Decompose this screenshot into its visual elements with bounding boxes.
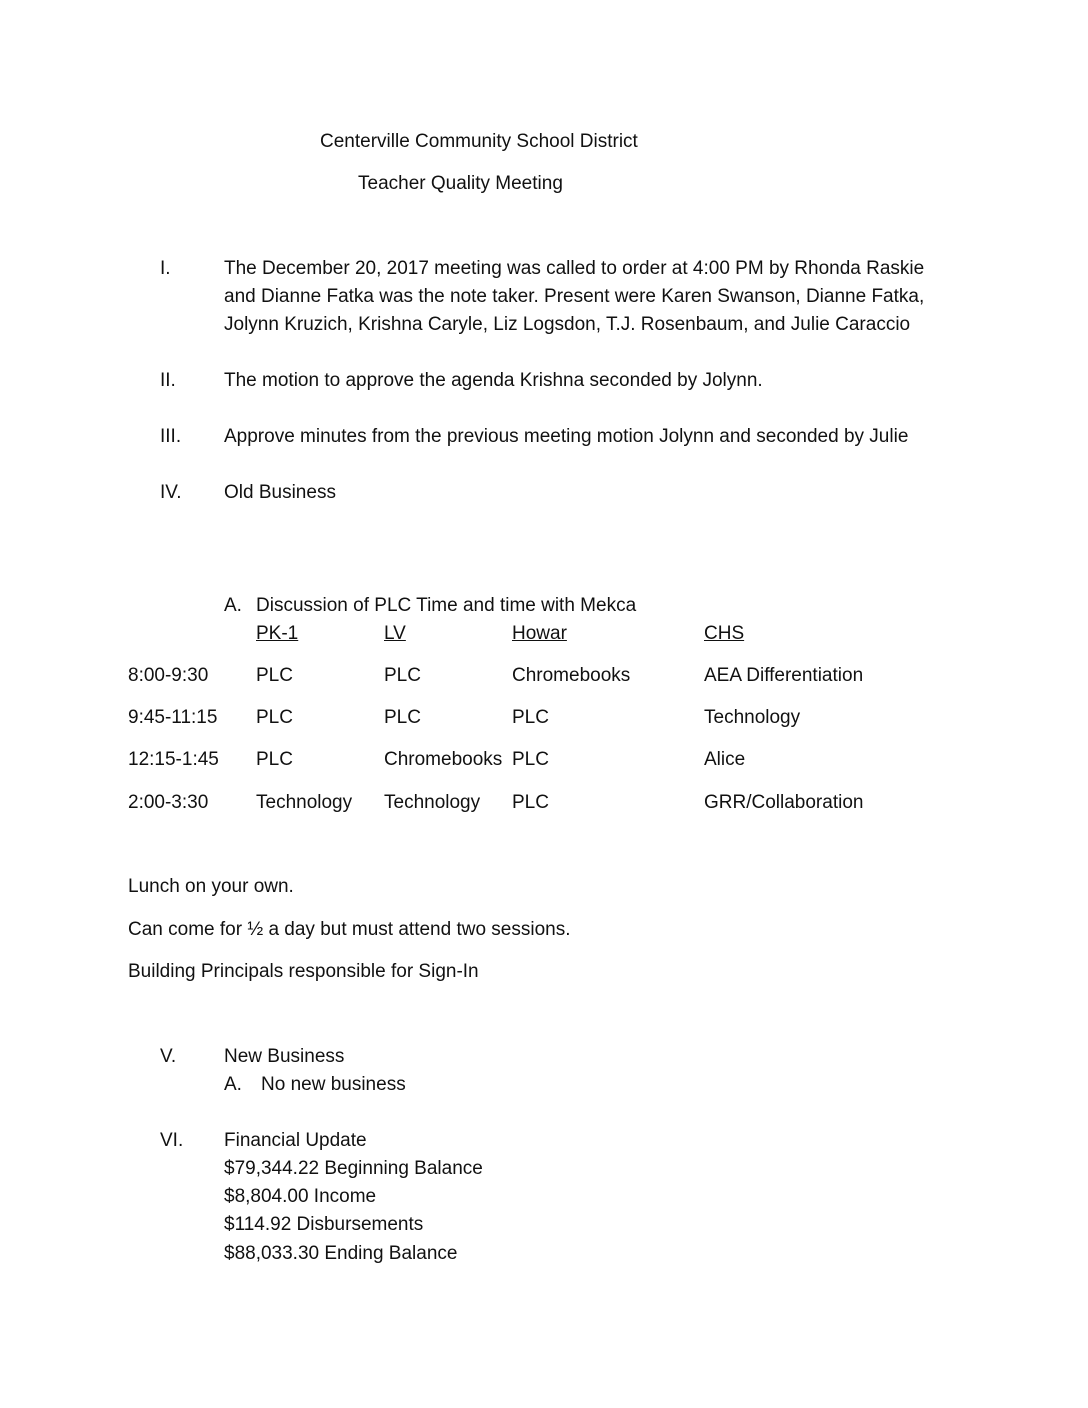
new-business-sub-label: A. bbox=[224, 1074, 242, 1095]
schedule-cell: PLC bbox=[512, 707, 549, 728]
schedule-header-chs: CHS bbox=[704, 623, 745, 644]
schedule-header-howar: Howar bbox=[512, 623, 567, 644]
item-1-line-1: The December 20, 2017 meeting was called to order at 4:00 PM by Rhonda Raskie bbox=[224, 258, 925, 279]
item-1-numeral: I. bbox=[160, 258, 171, 279]
item-4-numeral: IV. bbox=[160, 482, 182, 503]
schedule-cell: Technology bbox=[256, 792, 353, 813]
schedule-time: 2:00-3:30 bbox=[128, 792, 209, 813]
financial-disbursements: $114.92 Disbursements bbox=[224, 1214, 424, 1235]
schedule-cell: Technology bbox=[384, 792, 481, 813]
schedule-cell: PLC bbox=[512, 749, 549, 770]
schedule-cell: PLC bbox=[512, 792, 549, 813]
schedule-cell: PLC bbox=[256, 665, 293, 686]
schedule-cell: PLC bbox=[384, 665, 421, 686]
schedule-cell: Chromebooks bbox=[512, 665, 631, 686]
schedule-time: 9:45-11:15 bbox=[128, 707, 218, 728]
financial-beginning-balance: $79,344.22 Beginning Balance bbox=[224, 1158, 483, 1179]
financial-income: $8,804.00 Income bbox=[224, 1186, 377, 1207]
schedule-header-lv: LV bbox=[384, 623, 406, 644]
schedule-time: 8:00-9:30 bbox=[128, 665, 209, 686]
item-2-line-1: The motion to approve the agenda Krishna seconded by Jolynn. bbox=[224, 370, 763, 391]
item-3-numeral: III. bbox=[160, 426, 182, 447]
financial-ending-balance: $88,033.30 Ending Balance bbox=[224, 1243, 458, 1264]
item-6-numeral: VI. bbox=[160, 1130, 184, 1151]
schedule-cell: Chromebooks bbox=[384, 749, 503, 770]
meeting-title: Teacher Quality Meeting bbox=[358, 173, 563, 194]
district-title: Centerville Community School District bbox=[320, 131, 638, 152]
item-4-line-1: Old Business bbox=[224, 482, 336, 503]
note-half-day: Can come for ½ a day but must attend two sessions. bbox=[128, 919, 571, 940]
item-3-line-1: Approve minutes from the previous meeting motion Jolynn and seconded by Julie bbox=[224, 426, 909, 447]
schedule-cell: PLC bbox=[384, 707, 421, 728]
financial-title: Financial Update bbox=[224, 1130, 367, 1151]
schedule-cell: Technology bbox=[704, 707, 801, 728]
old-business-sub-text: Discussion of PLC Time and time with Mekca bbox=[256, 595, 637, 616]
schedule-time: 12:15-1:45 bbox=[128, 749, 219, 770]
schedule-cell: PLC bbox=[256, 749, 293, 770]
item-1-line-2: and Dianne Fatka was the note taker. Present were Karen Swanson, Dianne Fatka, bbox=[224, 286, 925, 307]
schedule-cell: PLC bbox=[256, 707, 293, 728]
schedule-header-pk1: PK-1 bbox=[256, 623, 299, 644]
new-business-sub-text: No new business bbox=[261, 1074, 406, 1095]
new-business-title: New Business bbox=[224, 1046, 345, 1067]
schedule-cell: GRR/Collaboration bbox=[704, 792, 864, 813]
item-5-numeral: V. bbox=[160, 1046, 177, 1067]
old-business-sub-label: A. bbox=[224, 595, 242, 616]
schedule-cell: AEA Differentiation bbox=[704, 665, 864, 686]
item-1-line-3: Jolynn Kruzich, Krishna Caryle, Liz Logsdon, T.J. Rosenbaum, and Julie Caraccio bbox=[224, 314, 911, 335]
item-2-numeral: II. bbox=[160, 370, 176, 391]
schedule-cell: Alice bbox=[704, 749, 746, 770]
note-sign-in: Building Principals responsible for Sign-In bbox=[128, 961, 479, 982]
note-lunch: Lunch on your own. bbox=[128, 876, 294, 897]
